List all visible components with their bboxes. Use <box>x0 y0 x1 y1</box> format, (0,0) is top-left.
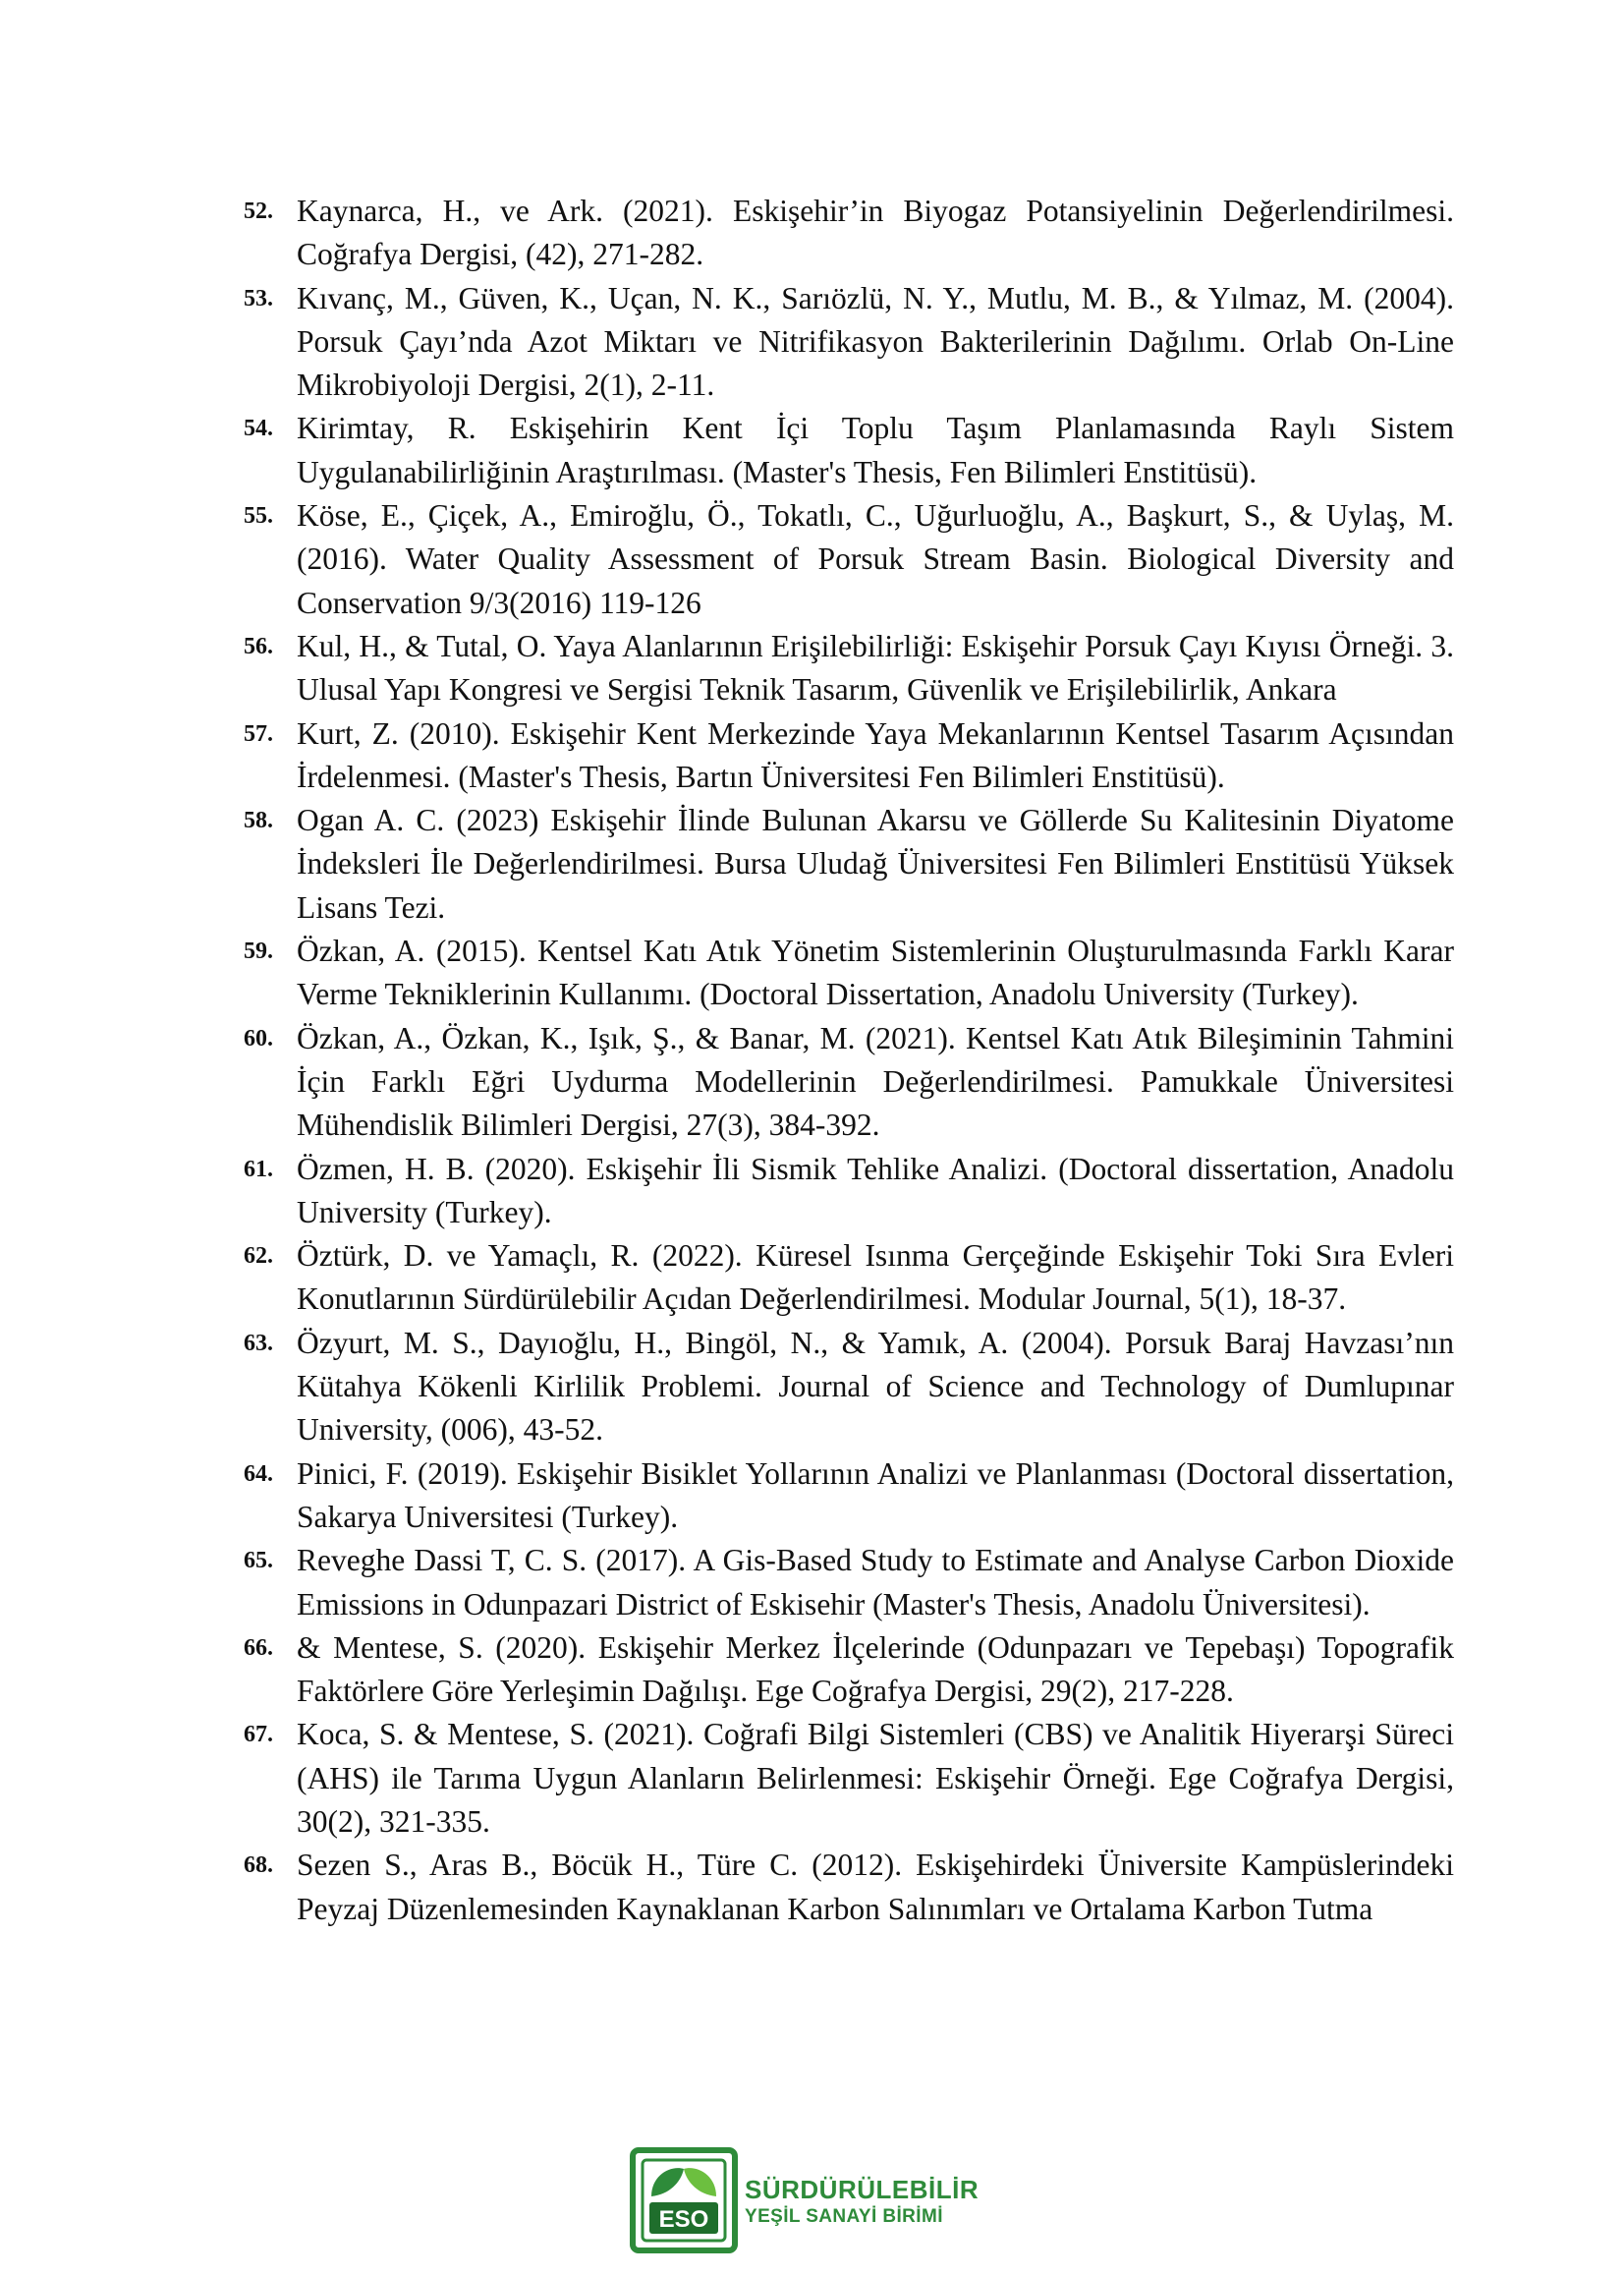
reference-item <box>244 1539 1454 1626</box>
reference-item <box>244 277 1454 408</box>
reference-item <box>244 494 1454 625</box>
reference-text: Ogan A. C. (2023) Eskişehir İlinde Bulunan Akarsu ve Göllerde Su Kalitesinin Diyatome İndeksleri İle Değerlendirilmesi. Bursa Uludağ Üniversitesi Fen Bilimleri Enstitüsü Yüksek Lisans Tezi. <box>297 803 1454 925</box>
reference-item <box>244 1017 1454 1148</box>
reference-text: Kurt, Z. (2010). Eskişehir Kent Merkezinde Yaya Mekanlarının Kentsel Tasarım Açısından İrdelenmesi. (Master's Thesis, Bartın Üniversitesi Fen Bilimleri Enstitüsü). <box>297 715 1454 794</box>
reference-text: Özmen, H. B. (2020). Eskişehir İli Sismik Tehlike Analizi. (Doctoral dissertation, Anadolu University (Turkey). <box>297 1151 1454 1229</box>
reference-number: 65. <box>244 1548 273 1574</box>
logo-line-1: SÜRDÜRÜLEBİLİR <box>745 2175 980 2204</box>
reference-number: 56. <box>244 633 273 659</box>
reference-item <box>244 407 1454 494</box>
logo-line-2: YEŞİL SANAYİ BİRİMİ <box>745 2206 943 2227</box>
reference-number: 66. <box>244 1634 273 1661</box>
reference-item <box>244 1844 1454 1931</box>
reference-text: Sezen S., Aras B., Böcük H., Türe C. (2012). Eskişehirdeki Üniversite Kampüslerindeki Peyzaj Düzenlemesinden Kaynaklanan Karbon Salınımları ve Ortalama Karbon Tutma <box>297 1848 1454 1926</box>
eso-leaf-icon <box>630 2147 738 2253</box>
reference-item <box>244 1713 1454 1844</box>
reference-item <box>244 799 1454 930</box>
reference-number: 53. <box>244 285 273 312</box>
reference-text: Koca, S. & Mentese, S. (2021). Coğrafi Bilgi Sistemleri (CBS) ve Analitik Hiyerarşi Süreci (AHS) ile Tarıma Uygun Alanların Belirlenmesi: Eskişehir Örneği. Ege Coğrafya Dergisi, 30(2), 321-335. <box>297 1717 1454 1839</box>
reference-number: 67. <box>244 1722 273 1748</box>
reference-text: Özkan, A., Özkan, K., Işık, Ş., & Banar, M. (2021). Kentsel Katı Atık Bileşiminin Tahmini İçin Farklı Eğri Uydurma Modellerinin Değerlendirilmesi. Pamukkale Üniversitesi Mühendislik Bilimleri Dergisi, 27(3), 384-392. <box>297 1020 1454 1143</box>
footer-logo <box>630 2147 995 2253</box>
reference-number: 52. <box>244 199 273 224</box>
reference-text: Kirimtay, R. Eskişehirin Kent İçi Toplu Taşım Planlamasında Raylı Sistem Uygulanabilirliğinin Araştırılması. (Master's Thesis, Fen Bilimleri Enstitüsü). <box>297 411 1454 489</box>
reference-item <box>244 625 1454 712</box>
reference-number: 60. <box>244 1025 273 1052</box>
reference-item <box>244 1626 1454 1714</box>
reference-number: 55. <box>244 503 273 530</box>
reference-number: 58. <box>244 808 273 834</box>
reference-text: Kıvanç, M., Güven, K., Uçan, N. K., Sarıözlü, N. Y., Mutlu, M. B., & Yılmaz, M. (2004). Porsuk Çayı’nda Azot Miktarı ve Nitrifikasyon Bakterilerinin Dağılımı. Orlab On-Line Mikrobiyoloji Dergisi, 2(1), 2-11. <box>297 280 1454 403</box>
reference-text: Pinici, F. (2019). Eskişehir Bisiklet Yollarının Analizi ve Planlanması (Doctoral dissertation, Sakarya Universitesi (Turkey). <box>297 1455 1454 1534</box>
reference-item <box>244 712 1454 800</box>
reference-text: Kul, H., & Tutal, O. Yaya Alanlarının Erişilebilirliği: Eskişehir Porsuk Çayı Kıyısı Örneği. 3. Ulusal Yapı Kongresi ve Sergisi Teknik Tasarım, Güvenlik ve Erişilebilirlik, Ankara <box>297 628 1454 708</box>
reference-number: 62. <box>244 1243 273 1270</box>
reference-number: 59. <box>244 939 273 965</box>
logo-mark-text: ESO <box>658 2206 709 2233</box>
reference-item <box>244 1452 1454 1540</box>
reference-item <box>244 190 1454 277</box>
reference-text: Özkan, A. (2015). Kentsel Katı Atık Yönetim Sistemlerinin Oluşturulmasında Farklı Karar Verme Tekniklerinin Kullanımı. (Doctoral Dissertation, Anadolu University (Turkey). <box>297 934 1454 1012</box>
reference-item <box>244 1148 1454 1235</box>
reference-number: 64. <box>244 1460 273 1487</box>
reference-text: Kaynarca, H., ve Ark. (2021). Eskişehir’in Biyogaz Potansiyelinin Değerlendirilmesi. Coğrafya Dergisi, (42), 271-282. <box>297 194 1454 272</box>
reference-number: 61. <box>244 1156 273 1182</box>
reference-item <box>244 930 1454 1017</box>
reference-number: 68. <box>244 1852 273 1879</box>
reference-item <box>244 1322 1454 1452</box>
reference-list <box>244 190 1454 1931</box>
reference-number: 54. <box>244 416 273 442</box>
reference-text: Köse, E., Çiçek, A., Emiroğlu, Ö., Tokatlı, C., Uğurluoğlu, A., Başkurt, S., & Uylaş, M. (2016). Water Quality Assessment of Porsuk Stream Basin. Biological Diversity and Conservation 9/3(2016) 119-126 <box>297 498 1454 620</box>
reference-number: 57. <box>244 720 273 747</box>
reference-text: Öztürk, D. ve Yamaçlı, R. (2022). Küresel Isınma Gerçeğinde Eskişehir Toki Sıra Evleri Konutlarının Sürdürülebilir Açıdan Değerlendirilmesi. Modular Journal, 5(1), 18-37. <box>297 1238 1454 1317</box>
reference-item <box>244 1234 1454 1322</box>
reference-number: 63. <box>244 1330 273 1356</box>
reference-text: Özyurt, M. S., Dayıoğlu, H., Bingöl, N., & Yamık, A. (2004). Porsuk Baraj Havzası’nın Kütahya Kökenli Kirlilik Problemi. Journal of Science and Technology of Dumlupınar University, (006), 43-52. <box>297 1325 1454 1448</box>
reference-text: & Mentese, S. (2020). Eskişehir Merkez İlçelerinde (Odunpazarı ve Tepebaşı) Topografik Faktörlere Göre Yerleşimin Dağılışı. Ege Coğrafya Dergisi, 29(2), 217-228. <box>297 1629 1454 1709</box>
reference-text: Reveghe Dassi T, C. S. (2017). A Gis-Based Study to Estimate and Analyse Carbon Dioxide Emissions in Odunpazari District of Eskisehir (Master's Thesis, Anadolu Üniversitesi). <box>297 1543 1454 1622</box>
